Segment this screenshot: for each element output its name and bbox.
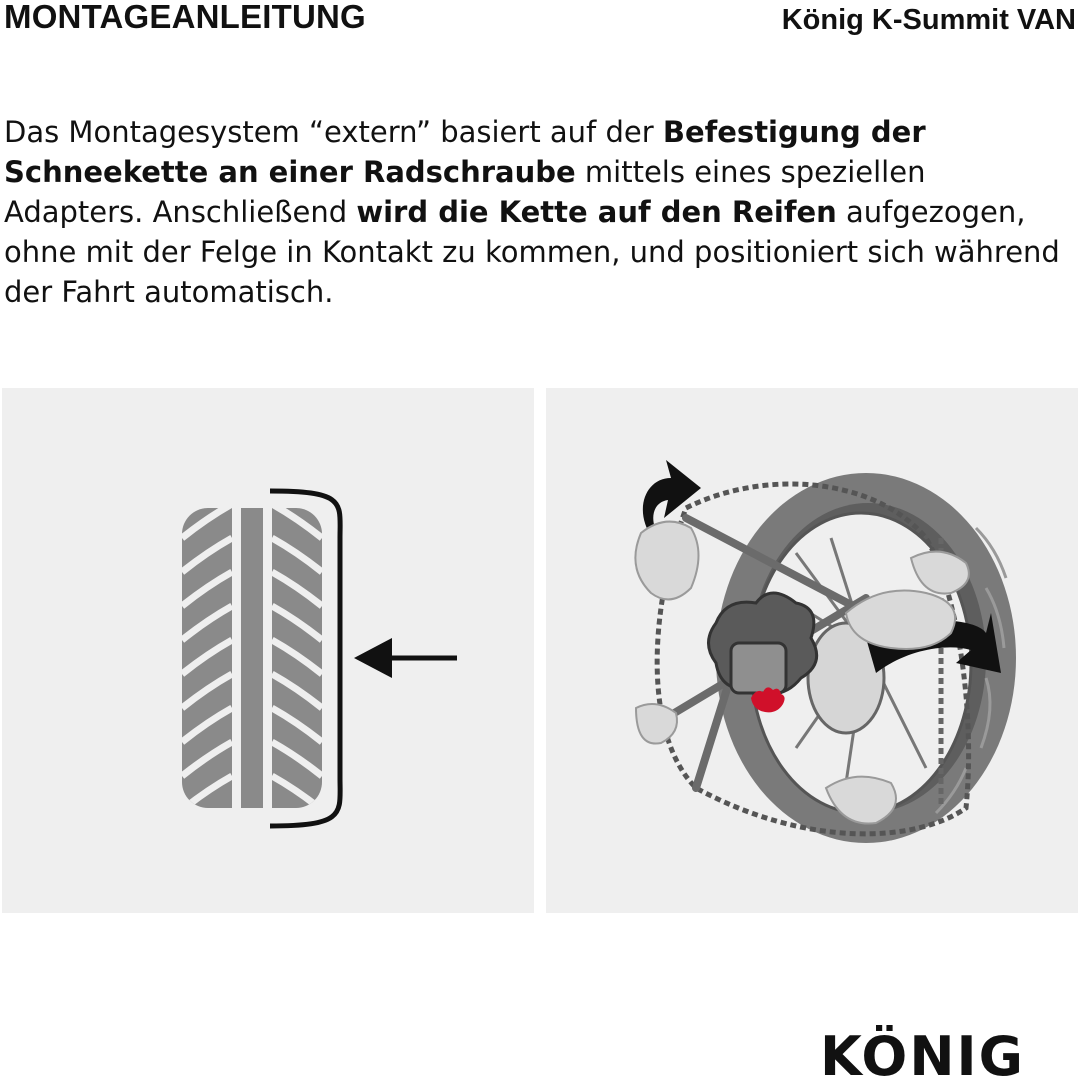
chain-mounting-icon [546,388,1078,913]
intro-paragraph [4,112,1074,312]
tire-tread-arrow-icon [2,388,534,913]
intro-text-1: Das Montagesystem “extern” basiert auf der [4,115,663,149]
logo-text: KÖNIG [820,1025,1025,1083]
intro-bold-2: wird die Kette auf den Reifen [356,195,837,229]
product-name: König K-Summit VAN [781,4,1076,36]
chain-mounting-panel [546,388,1078,913]
intro-text-2: mittels eines speziellen Adapters. Anschließend [4,155,926,229]
konig-logo [820,1025,1070,1083]
intro-bold-1: Befestigung der Schneekette an einer Radschraube [4,115,926,189]
page-title: MONTAGEANLEITUNG [4,0,366,35]
intro-text-3: aufgezogen, ohne mit der Felge in Kontakt zu kommen, und positioniert sich während der Fahrt automatisch. [4,195,1060,309]
tire-tread-panel [2,388,534,913]
